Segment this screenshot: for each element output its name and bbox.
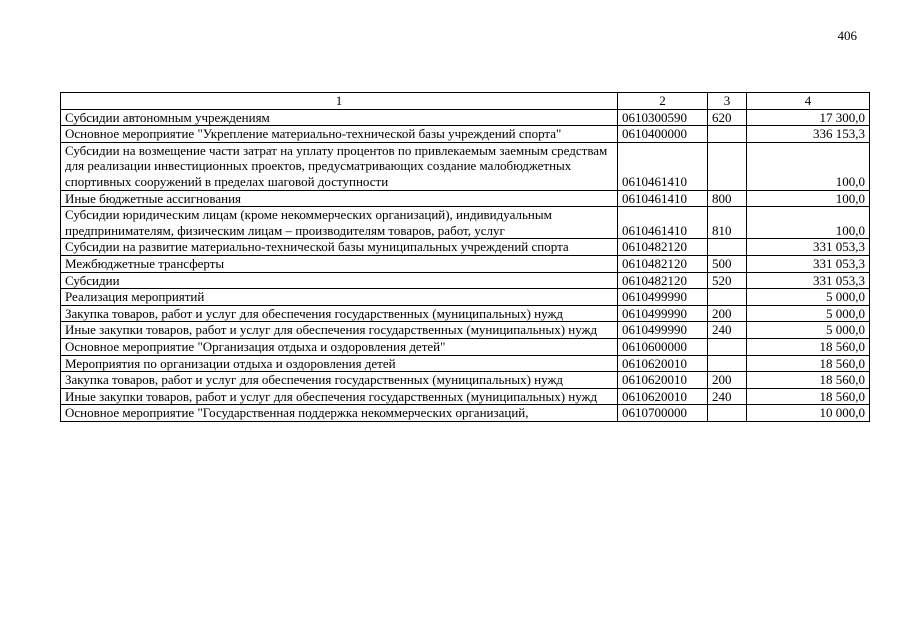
table-row bbox=[61, 405, 870, 422]
cell-expense-type bbox=[708, 289, 747, 306]
cell-code: 0610620010 bbox=[618, 355, 708, 372]
cell-amount: 100,0 bbox=[747, 207, 870, 239]
cell-name: Межбюджетные трансферты bbox=[61, 255, 618, 272]
table-row bbox=[61, 207, 870, 239]
cell-expense-type bbox=[708, 338, 747, 355]
table-row bbox=[61, 239, 870, 256]
table-row bbox=[61, 338, 870, 355]
cell-expense-type bbox=[708, 405, 747, 422]
cell-name: Субсидии на возмещение части затрат на уплату процентов по привлекаемым заемным средствам для реализации инвестиционных проектов, предусматривающих создание малобюджетных спортивных сооружений в пределах шаговой доступности bbox=[61, 142, 618, 190]
header-col-3: 3 bbox=[708, 93, 747, 110]
cell-code: 0610300590 bbox=[618, 109, 708, 126]
cell-expense-type: 200 bbox=[708, 305, 747, 322]
cell-name: Основное мероприятие "Государственная поддержка некоммерческих организаций, bbox=[61, 405, 618, 422]
cell-expense-type bbox=[708, 142, 747, 190]
cell-name: Закупка товаров, работ и услуг для обеспечения государственных (муниципальных) нужд bbox=[61, 372, 618, 389]
cell-amount: 5 000,0 bbox=[747, 289, 870, 306]
table-row bbox=[61, 272, 870, 289]
cell-expense-type bbox=[708, 239, 747, 256]
cell-code: 0610620010 bbox=[618, 388, 708, 405]
table-header-row bbox=[61, 93, 870, 110]
cell-amount: 17 300,0 bbox=[747, 109, 870, 126]
table-row bbox=[61, 388, 870, 405]
cell-amount: 18 560,0 bbox=[747, 355, 870, 372]
cell-code: 0610461410 bbox=[618, 142, 708, 190]
cell-name: Субсидии на развитие материально-технической базы муниципальных учреждений спорта bbox=[61, 239, 618, 256]
cell-expense-type: 800 bbox=[708, 190, 747, 207]
cell-amount: 10 000,0 bbox=[747, 405, 870, 422]
header-col-1: 1 bbox=[61, 93, 618, 110]
cell-amount: 5 000,0 bbox=[747, 322, 870, 339]
cell-expense-type: 620 bbox=[708, 109, 747, 126]
cell-name: Субсидии автономным учреждениям bbox=[61, 109, 618, 126]
budget-table bbox=[60, 92, 870, 422]
cell-expense-type bbox=[708, 126, 747, 143]
table-row bbox=[61, 142, 870, 190]
cell-expense-type: 200 bbox=[708, 372, 747, 389]
cell-name: Реализация мероприятий bbox=[61, 289, 618, 306]
header-col-4: 4 bbox=[747, 93, 870, 110]
header-col-2: 2 bbox=[618, 93, 708, 110]
cell-code: 0610499990 bbox=[618, 322, 708, 339]
cell-code: 0610620010 bbox=[618, 372, 708, 389]
cell-name: Иные закупки товаров, работ и услуг для обеспечения государственных (муниципальных) нужд bbox=[61, 322, 618, 339]
table-row bbox=[61, 109, 870, 126]
cell-name: Закупка товаров, работ и услуг для обеспечения государственных (муниципальных) нужд bbox=[61, 305, 618, 322]
cell-code: 0610499990 bbox=[618, 289, 708, 306]
table-row bbox=[61, 126, 870, 143]
cell-amount: 18 560,0 bbox=[747, 338, 870, 355]
cell-expense-type: 810 bbox=[708, 207, 747, 239]
cell-code: 0610400000 bbox=[618, 126, 708, 143]
cell-amount: 336 153,3 bbox=[747, 126, 870, 143]
cell-code: 0610499990 bbox=[618, 305, 708, 322]
cell-name: Субсидии юридическим лицам (кроме некоммерческих организаций), индивидуальным предпринимателям, физическим лицам – производителям товаров, работ, услуг bbox=[61, 207, 618, 239]
cell-code: 0610700000 bbox=[618, 405, 708, 422]
cell-code: 0610482120 bbox=[618, 239, 708, 256]
page-number: 406 bbox=[837, 28, 857, 43]
table-row bbox=[61, 355, 870, 372]
table-row bbox=[61, 289, 870, 306]
table-row bbox=[61, 190, 870, 207]
table-row bbox=[61, 372, 870, 389]
cell-name: Иные закупки товаров, работ и услуг для обеспечения государственных (муниципальных) нужд bbox=[61, 388, 618, 405]
table-row bbox=[61, 305, 870, 322]
cell-code: 0610482120 bbox=[618, 272, 708, 289]
cell-name: Основное мероприятие "Укрепление материально-технической базы учреждений спорта" bbox=[61, 126, 618, 143]
cell-expense-type: 240 bbox=[708, 388, 747, 405]
cell-name: Основное мероприятие "Организация отдыха и оздоровления детей" bbox=[61, 338, 618, 355]
cell-code: 0610461410 bbox=[618, 207, 708, 239]
cell-name: Мероприятия по организации отдыха и оздоровления детей bbox=[61, 355, 618, 372]
cell-amount: 5 000,0 bbox=[747, 305, 870, 322]
cell-expense-type: 500 bbox=[708, 255, 747, 272]
cell-amount: 100,0 bbox=[747, 190, 870, 207]
cell-amount: 331 053,3 bbox=[747, 272, 870, 289]
budget-table-body bbox=[61, 93, 870, 422]
cell-amount: 331 053,3 bbox=[747, 255, 870, 272]
cell-amount: 18 560,0 bbox=[747, 388, 870, 405]
cell-code: 0610461410 bbox=[618, 190, 708, 207]
cell-name: Субсидии bbox=[61, 272, 618, 289]
cell-expense-type: 520 bbox=[708, 272, 747, 289]
cell-amount: 100,0 bbox=[747, 142, 870, 190]
cell-expense-type: 240 bbox=[708, 322, 747, 339]
table-row bbox=[61, 322, 870, 339]
cell-expense-type bbox=[708, 355, 747, 372]
cell-code: 0610482120 bbox=[618, 255, 708, 272]
cell-name: Иные бюджетные ассигнования bbox=[61, 190, 618, 207]
cell-code: 0610600000 bbox=[618, 338, 708, 355]
table-row bbox=[61, 255, 870, 272]
cell-amount: 331 053,3 bbox=[747, 239, 870, 256]
cell-amount: 18 560,0 bbox=[747, 372, 870, 389]
